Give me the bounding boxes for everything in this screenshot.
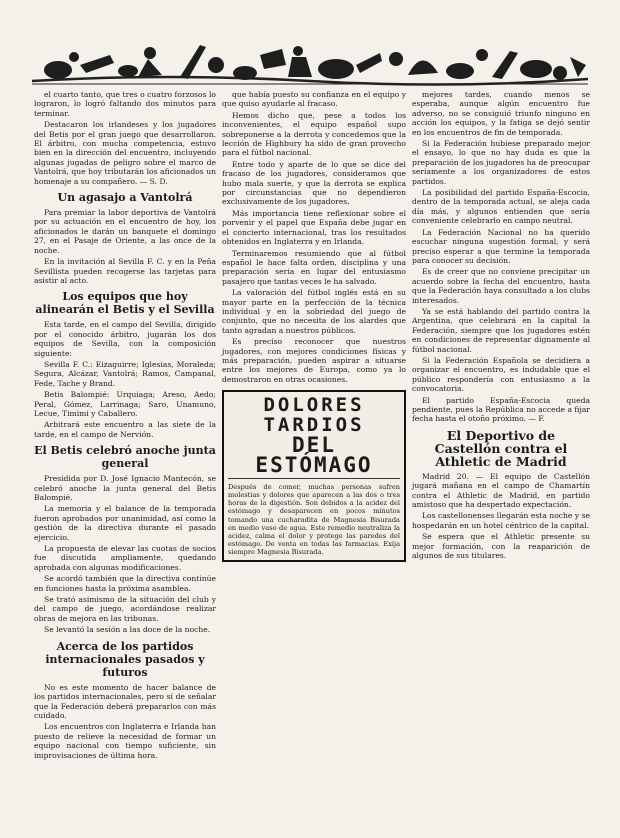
- column-right: [412, 90, 590, 562]
- headline-equipos: Los equipos que hoy alinearán el Betis y el Sevilla: [35, 290, 215, 317]
- paragraph: La propuesta de elevar las cuotas de socios fue discutida ampliamente, quedando aprobada con algunas modificaciones.: [34, 544, 216, 572]
- paragraph: Ya se está hablando del partido contra la Argentina, que celebrará en la capital la Federación, siempre que los jugadores estén en condiciones de representar dignamente al fútbol nacional.: [412, 306, 590, 354]
- paragraph: La valoración del fútbol inglés está en su mayor parte en la perfección de la técnica individual y en la sobriedad del juego de conjunto, que no necesita de los alardes que tanto agradan a nuestros públicos.: [222, 288, 406, 335]
- paragraph: Se espera que el Athletic presente su mejor formación, con la reaparición de algunos de sus titulares.: [412, 532, 590, 561]
- column-left: [34, 90, 216, 762]
- paragraph: Más importancia tiene reflexionar sobre el porvenir y el papel que España debe jugar en el concierto internacional, tras los resultados obtenidos en Inglaterra y en Irlanda.: [222, 208, 406, 247]
- paragraph: mejores tardes, cuando menos se esperaba, aunque algún encuentro fue adverso, no se consiguió triunfo ninguno en acción los equipos, y la fatiga se dejó sentir en los encuentros de fin de temporada.: [412, 90, 590, 137]
- paragraph: Es preciso reconocer que nuestros jugadores, con mejores condiciones físicas y más preparación, pueden aspirar a situarse entre los mejores de Europa, como ya lo demostraron en otras ocasiones.: [222, 337, 406, 384]
- paragraph: Si la Federación Española se decidiera a organizar el encuentro, es indudable que el público respondería con entusiasmo a la convocatoria.: [412, 355, 590, 394]
- paragraph: Entre todo y aparte de lo que se dice del fracaso de los jugadores, consideramos que hubo mala suerte, y que la derrota se explica por circunstancias que no dependieron exclusivamente de los jugadores.: [222, 159, 406, 207]
- paragraph: que había puesto su confianza en el equipo y que quiso ayudarle al fracaso.: [222, 90, 406, 109]
- paragraph: Madrid 20. — El equipo de Castellón jugará mañana en el campo de Chamartín contra el Athletic de Madrid, en partido amistoso que ha despertado expectación.: [412, 471, 590, 510]
- paragraph: No es este momento de hacer balance de los partidos internacionales, pero sí de señalar que la Federación deberá prepararlos con más cuidado.: [34, 682, 216, 720]
- ad-title-line1: DOLORES TARDIOS: [263, 394, 365, 437]
- ad-title-line2: DEL ESTÓMAGO: [255, 433, 373, 478]
- paragraph: Terminaremos resumiendo que al fútbol español le hace falta orden, disciplina y una preparación seria en lugar del entusiasmo pasajero que tantas veces le ha salvado.: [222, 248, 406, 286]
- paragraph: Si la Federación hubiese preparado mejor el ensayo, lo que no hay duda es que la preparación de los jugadores ha de preocupar seriamente a los organizadores de estos partidos.: [412, 139, 590, 186]
- sports-header-illustration: [30, 35, 590, 87]
- paragraph: Es de creer que no conviene precipitar un acuerdo sobre la fecha del encuentro, hasta que la Federación haya consultado a los clubs interesados.: [412, 267, 590, 305]
- paragraph: Presidida por D. José Ignacio Mantecón, se celebró anoche la junta general del Betis Balompié.: [34, 474, 216, 502]
- paragraph: Se trató asimismo de la situación del club y del campo de juego, acordándose realizar obras de mejora en las tribunas.: [34, 595, 216, 623]
- paragraph: Se acordó también que la directiva continúe en funciones hasta la próxima asamblea.: [34, 574, 216, 593]
- paragraph: La memoria y el balance de la temporada fueron aprobados por unanimidad, así como la gestión de la directiva durante el pasado ejercicio.: [34, 504, 216, 542]
- divider: [228, 478, 400, 479]
- ad-body-text: Después de comer, muchas personas sufren molestias y dolores que aparecen a las dos o tres horas de la digestión. Son debidos a la acidez del estómago y desaparecen en pocos minutos tomando una cucharadita de Magnesia Bisurada en medio vaso de agua. Este remedio neutraliza la acidez, calma el dolor y protege las paredes del estómago. De venta en todas las farmacias. Exija siempre Magnesia Bisurada.: [228, 483, 400, 556]
- headline-partidos-internacionales: Acerca de los partidos internacionales pasados y futuros: [45, 639, 205, 679]
- paragraph: Para premiar la labor deportiva de Vantolrá por su actuación en el encuentro de hoy, los aficionados le darán un banquete el domingo 27, en el Pasaje de Oriente, a las once de la noche.: [34, 208, 216, 255]
- advertisement-box: [222, 390, 406, 562]
- paragraph: Los castellonenses llegarán esta noche y se hospedarán en un hotel céntrico de la capital.: [412, 511, 590, 530]
- paragraph: El partido España-Escocia queda pendiente, pues la República no accede a fijar fecha hasta el otoño próximo. — F.: [412, 395, 590, 424]
- paragraph: Hemos dicho que, pese a todos los inconvenientes, el equipo español supo sobreponerse a la derrota y concedemos que la lección de Highbury ha sido de gran provecho para el fútbol nacional.: [222, 110, 406, 158]
- headline-betis-junta: El Betis celebró anoche junta general: [34, 444, 216, 471]
- headline-vantolra: Un agasajo a Vantolrá: [57, 191, 193, 205]
- paragraph: Betis Balompié: Urquiaga; Areso, Aedo; Peral, Gómez, Larrinaga; Saro, Unamuno, Lecue, Timimi y Caballero.: [34, 390, 216, 418]
- paragraph: Esta tarde, en el campo del Sevilla, dirigido por el conocido árbitro, jugarán los dos equipos de Sevilla, con la composición siguiente:: [34, 320, 216, 358]
- paragraph: Destacaron los irlandeses y los jugadores del Betis por el gran juego que desarrollaron. El árbitro, con mucha competencia, estuvo bien en la dirección del encuentro, incluyendo algunas jugadas de peligro sobre el marco de Vantolrá, que hoy tributarán los aficionados un homenaje a su compañero. — S. D.: [34, 120, 216, 186]
- paragraph: Se levantó la sesión a las doce de la noche.: [44, 625, 211, 635]
- paragraph: En la invitación al Sevilla F. C. y en la Peña Sevillista pueden recogerse las tarjetas para asistir al acto.: [34, 257, 216, 285]
- paragraph: Sevilla F. C.: Eizaguirre; Iglesias, Moraleda; Segura, Alcázar, Vantolrá; Ramos, Campanal, Fede, Tache y Brand.: [34, 359, 216, 388]
- paragraph: La posibilidad del partido España-Escocia, dentro de la temporada actual, se aleja cada día más, y algunos entienden que sería conveniente celebrarlo en campo neutral.: [412, 188, 590, 226]
- paragraph: La Federación Nacional no ha querido escuchar ninguna sugestión formal, y será preciso esperar a que termine la temporada para conocer su decisión.: [412, 227, 590, 265]
- paragraph: el cuarto tanto, que tres o cuatro forzosos lo lograron, lo logró faltando dos minutos para terminar.: [34, 90, 216, 118]
- paragraph: Arbitrará este encuentro a las siete de la tarde, en el campo de Nervión.: [34, 420, 216, 439]
- column-middle: [222, 90, 406, 566]
- headline-castellon-athletic: El Deportivo de Castellón contra el Athletic de Madrid: [434, 427, 568, 469]
- paragraph: Los encuentros con Inglaterra e Irlanda han puesto de relieve la necesidad de formar un equipo nacional con tiempo suficiente, sin improvisaciones de última hora.: [34, 722, 216, 760]
